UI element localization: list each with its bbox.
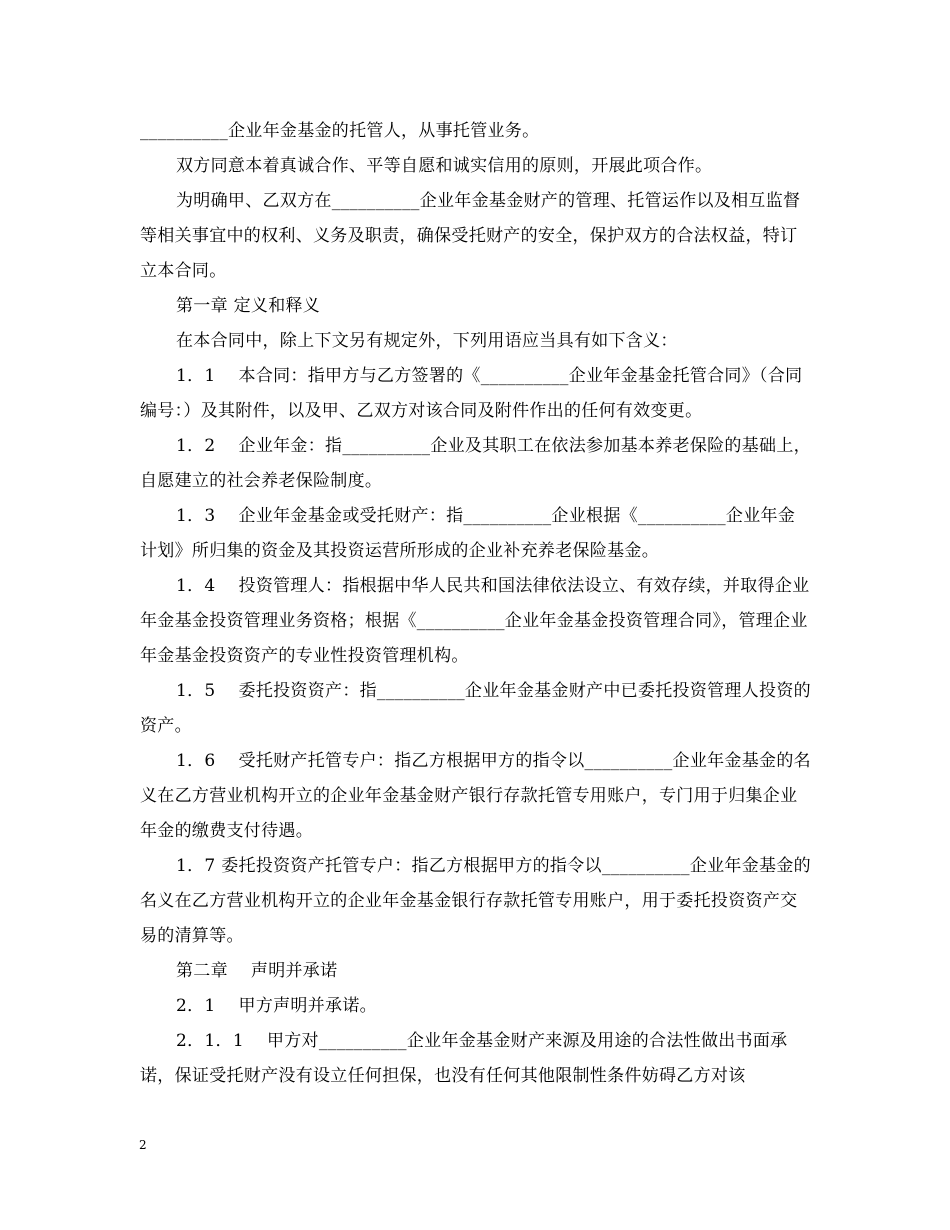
page-number: 2 bbox=[139, 1138, 147, 1152]
clause-1-2: 1．2 企业年金：指__________企业及其职工在依法参加基本养老保险的基础上，自愿建立的社会养老保险制度。 bbox=[140, 436, 811, 491]
clause-1-3: 1．3 企业年金基金或受托财产：指__________企业根据《__________企业年金计划》所归集的资金及其投资运营所形成的企业补充养老保险基金。 bbox=[140, 506, 796, 561]
clause-2-1-1: 2．1．1 甲方对__________企业年金基金财产来源及用途的合法性做出书面承诺，保证受托财产没有设立任何担保，也没有任何其他限制性条件妨碍乙方对该 bbox=[140, 1031, 788, 1086]
paragraph-1: __________企业年金基金的托管人，从事托管业务。 bbox=[140, 121, 540, 141]
clause-2-1: 2．1 甲方声明并承诺。 bbox=[176, 996, 377, 1016]
clause-1-5: 1．5 委托投资资产：指__________企业年金基金财产中已委托投资管理人投资的资产。 bbox=[140, 681, 811, 736]
document-body bbox=[140, 114, 812, 1094]
clause-1-1: 1．1 本合同：指甲方与乙方签署的《__________企业年金基金托管合同》（合同编号：）及其附件，以及甲、乙双方对该合同及附件作出的任何有效变更。 bbox=[140, 366, 803, 421]
clause-1-6: 1．6 受托财产托管专户：指乙方根据甲方的指令以__________企业年金基金的名义在乙方营业机构开立的企业年金基金财产银行存款托管专用账户，专门用于归集企业年金的缴费支付待遇。 bbox=[140, 751, 811, 841]
clause-1-4: 1．4 投资管理人：指根据中华人民共和国法律依法设立、有效存续，并取得企业年金基金投资管理业务资格；根据《__________企业年金基金投资管理合同》，管理企业年金基金投资资产的专业性投资管理机构。 bbox=[140, 576, 810, 666]
chapter-2-heading: 第二章 声明并承诺 bbox=[176, 961, 338, 981]
paragraph-2: 双方同意本着真诚合作、平等自愿和诚实信用的原则，开展此项合作。 bbox=[176, 156, 713, 176]
chapter-1-heading: 第一章 定义和释义 bbox=[176, 296, 321, 316]
paragraph-definitions-intro: 在本合同中，除上下文另有规定外，下列用语应当具有如下含义： bbox=[176, 331, 678, 351]
paragraph-3: 为明确甲、乙双方在__________企业年金基金财产的管理、托管运作以及相互监督等相关事宜中的权利、义务及职责，确保受托财产的安全，保护双方的合法权益，特订立本合同。 bbox=[140, 191, 801, 281]
clause-1-7: 1．7 委托投资资产托管专户：指乙方根据甲方的指令以__________企业年金基金的名义在乙方营业机构开立的企业年金基金银行存款托管专用账户，用于委托投资资产交易的清算等。 bbox=[140, 856, 811, 946]
